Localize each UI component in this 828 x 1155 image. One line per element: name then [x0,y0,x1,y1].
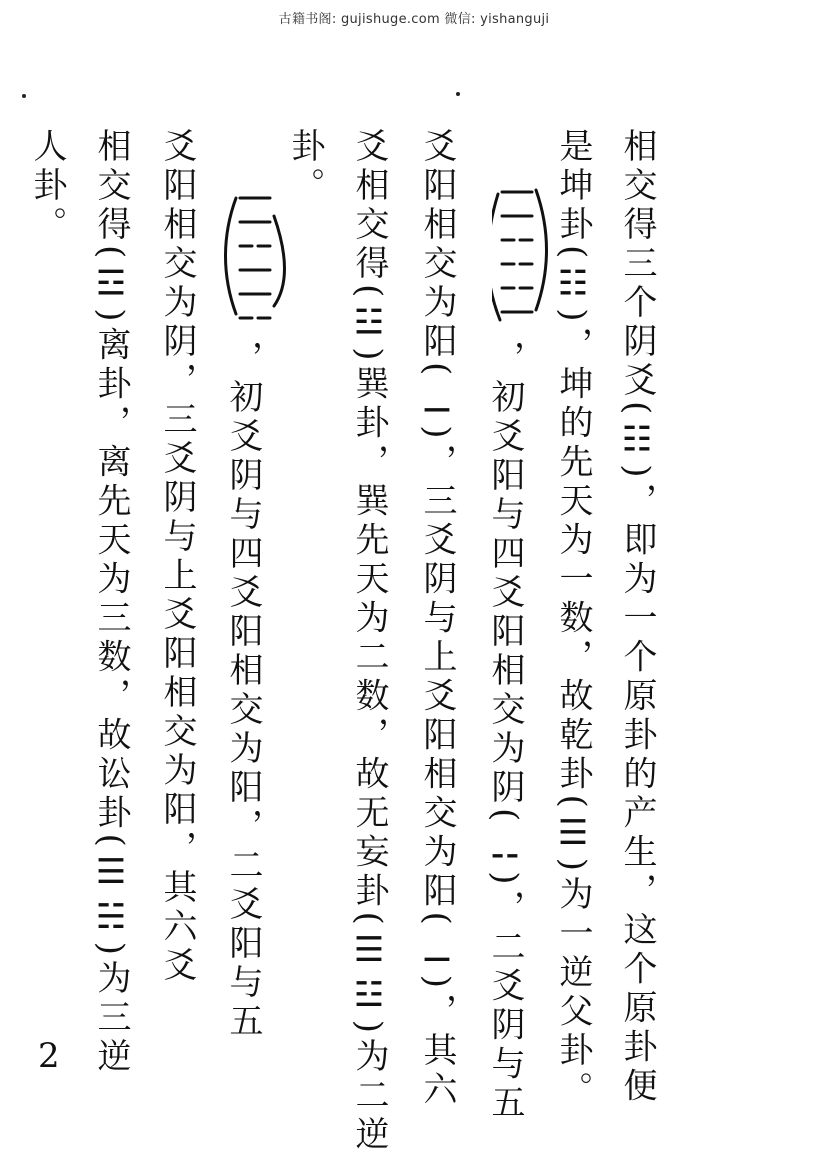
text-column-3: ，初爻阳与四爻阳相交为阴(⚋)，二爻阴与五 [485,340,525,1124]
text-column-6: 卦。 [285,128,325,206]
text-column-4: 爻阳相交为阳(⚊)，三爻阴与上爻阳相交为阳(⚊)，其六 [417,128,457,1111]
hexagram-diagram-2 [222,186,292,336]
page-number: 2 [38,1036,60,1076]
text-column-10: 人卦。 [27,128,67,245]
text-column-8: 爻阳相交为阴，三爻阴与上爻阳相交为阳，其六爻 [157,128,197,986]
text-column-2: 是坤卦(☷)，坤的先天为一数，故乾卦(☰)为一逆父卦。 [553,128,593,1111]
watermark-header: 古籍书阁: gujishuge.com 微信: yishanguji [278,12,550,27]
text-column-5: 爻相交得(☳)巽卦，巽先天为二数，故无妄卦(☰☳)为二逆 [349,128,389,1155]
text-column-7: ，初爻阴与四爻阳相交为阳，二爻阳与五 [223,340,263,1042]
hexagram-diagram-1 [492,180,552,330]
text-column-1: 相交得三个阴爻(☷)，即为一个原卦的产生，这个原卦便 [617,128,657,1107]
margin-dot [22,94,26,98]
text-column-9: 相交得(☲)离卦，离先天为三数，故讼卦(☰☵)为三逆 [91,128,131,1078]
margin-dot [456,92,460,96]
